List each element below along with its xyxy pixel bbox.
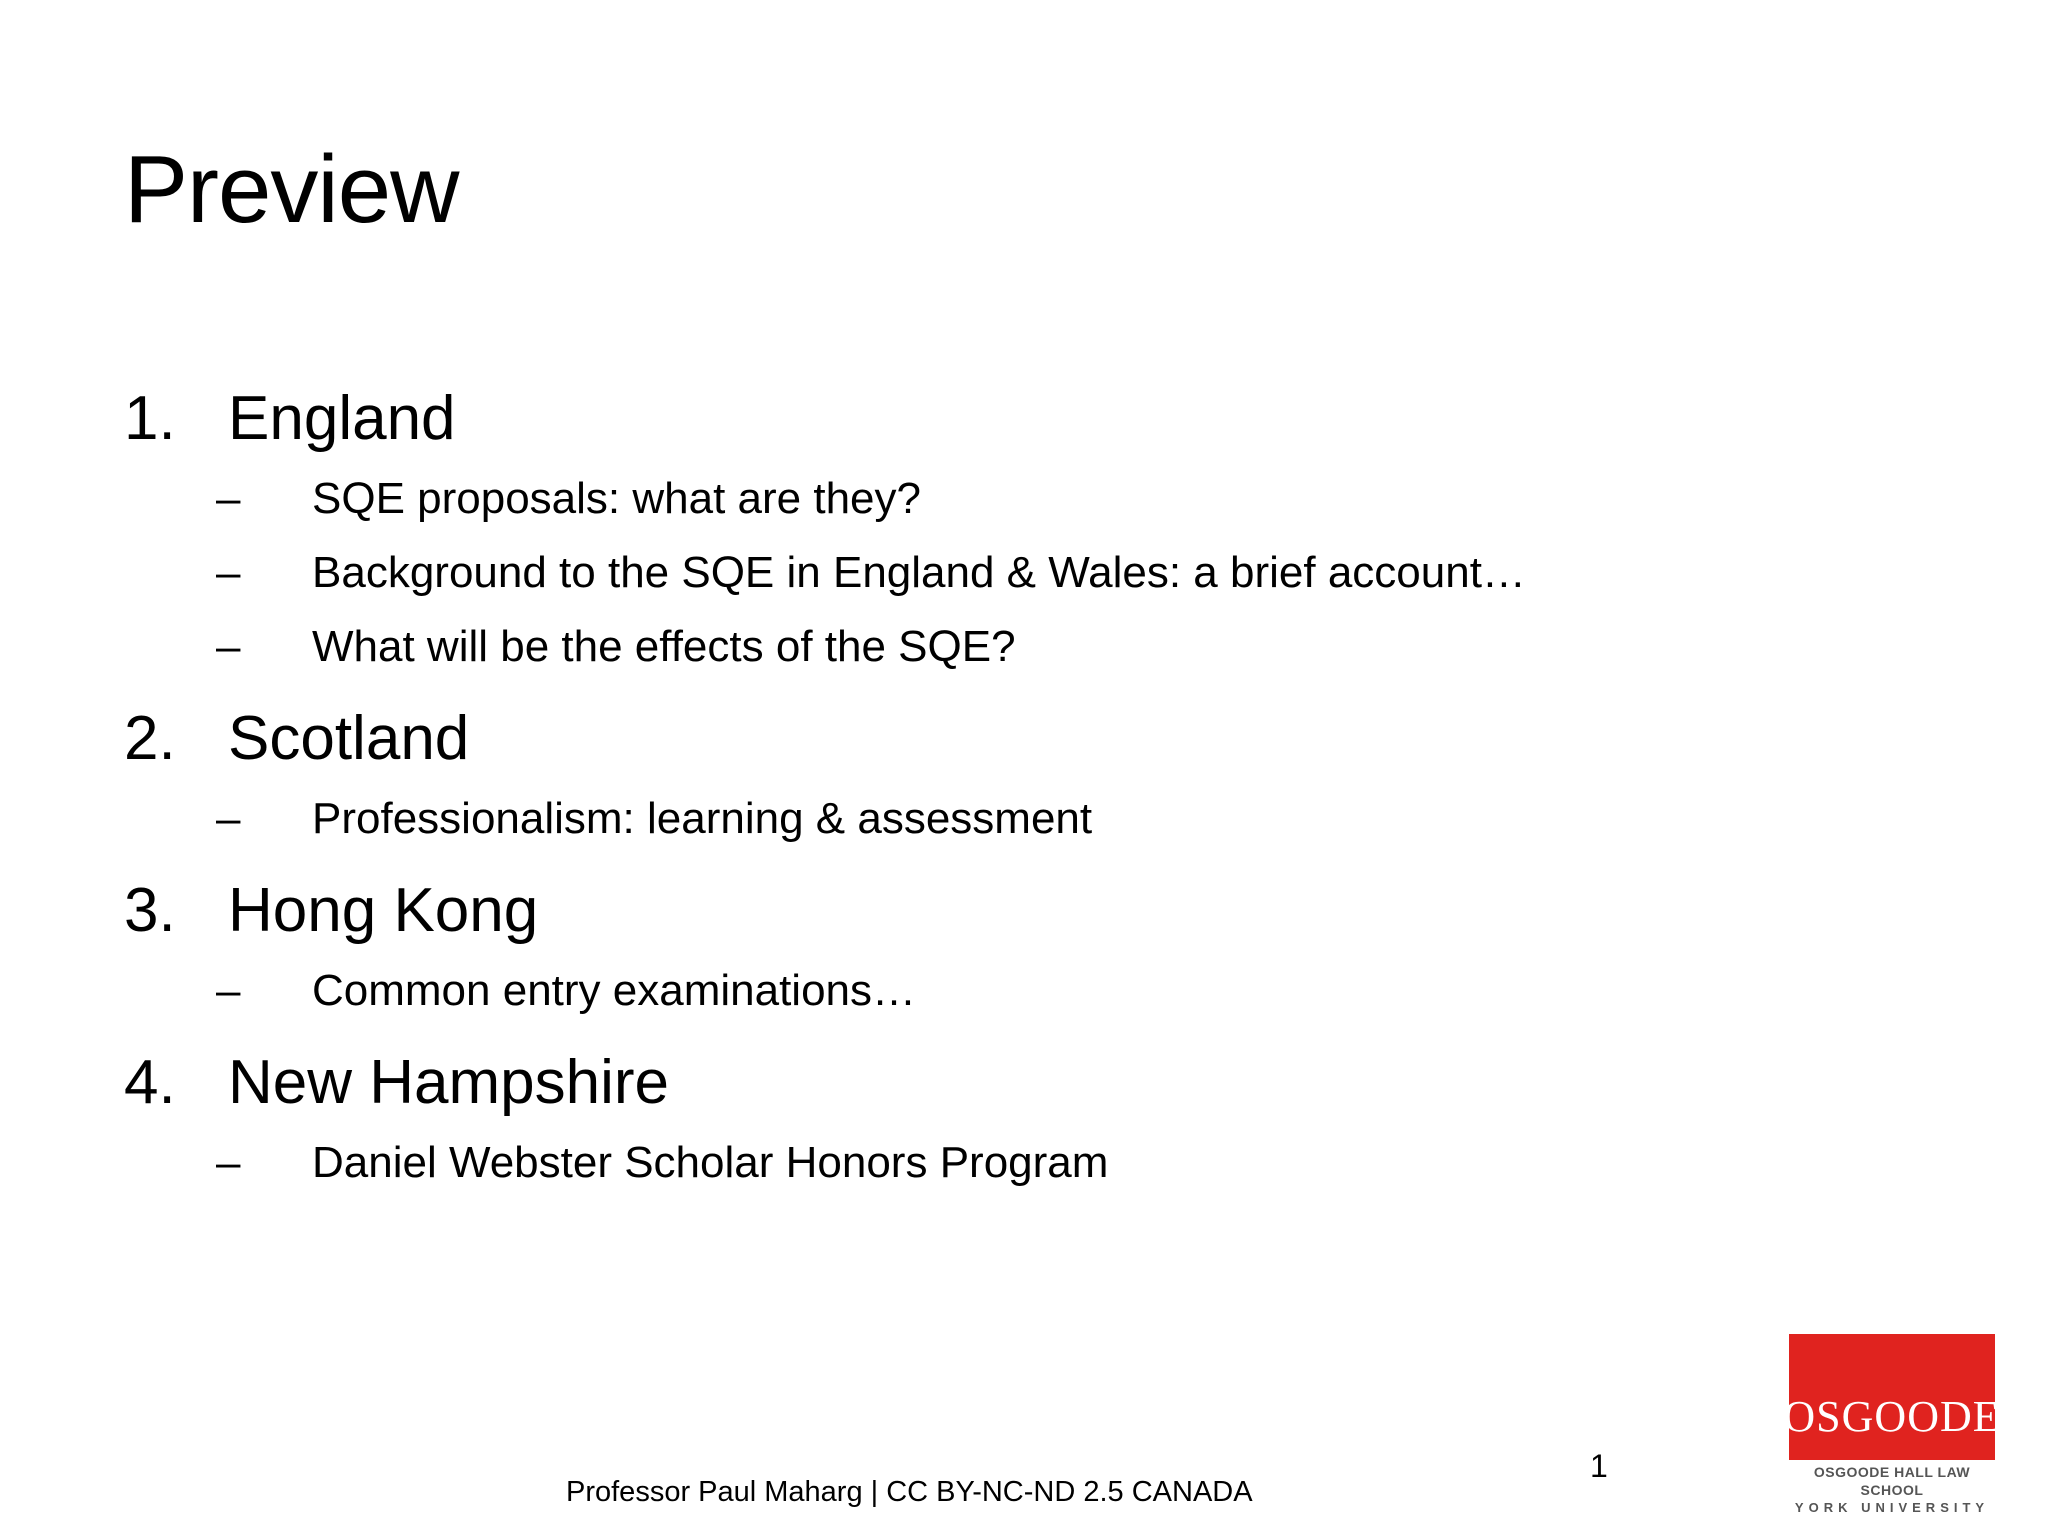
section-item-new-hampshire — [124, 1040, 1824, 1126]
dash-marker: – — [216, 794, 241, 843]
spacer — [124, 1028, 1824, 1040]
outline-list — [124, 376, 1824, 1200]
logo-school-name: OSGOODE HALL LAW SCHOOL — [1813, 1464, 1971, 1498]
dash-marker: – — [216, 622, 241, 671]
section-number: 4. — [124, 1048, 176, 1117]
section-item-scotland — [124, 696, 1824, 782]
sub-item — [216, 462, 1824, 536]
logo-university-name: YORK UNIVERSITY — [1794, 1500, 1990, 1515]
section-number: 3. — [124, 876, 176, 945]
sub-item — [216, 610, 1824, 684]
section-label: Hong Kong — [228, 876, 539, 945]
section-item-hong-kong — [124, 868, 1824, 954]
dash-marker: – — [216, 548, 241, 597]
footer-credit: Professor Paul Maharg | CC BY-NC-ND 2.5 CANADA — [566, 1476, 1253, 1508]
page-number: 1 — [1590, 1448, 1608, 1484]
slide-title: Preview — [124, 136, 459, 243]
section-item-england — [124, 376, 1824, 462]
sub-item-text: Background to the SQE in England & Wales: a brief account… — [312, 548, 1526, 597]
sub-item — [216, 1126, 1824, 1200]
spacer — [124, 856, 1824, 868]
section-label: New Hampshire — [228, 1048, 670, 1117]
section-label: England — [228, 384, 456, 453]
section-label: Scotland — [228, 704, 470, 773]
sub-item-text: Common entry examinations… — [312, 966, 917, 1015]
dash-marker: – — [216, 474, 241, 523]
sub-item-text: Daniel Webster Scholar Honors Program — [312, 1138, 1109, 1187]
sub-item-text: SQE proposals: what are they? — [312, 474, 921, 523]
dash-marker: – — [216, 966, 241, 1015]
sub-item — [216, 782, 1824, 856]
spacer — [124, 684, 1824, 696]
section-number: 1. — [124, 384, 176, 453]
dash-marker: – — [216, 1138, 241, 1187]
section-number: 2. — [124, 704, 176, 773]
sub-item-text: What will be the effects of the SQE? — [312, 622, 1016, 671]
logo-wordmark: OSGOODE — [1783, 1392, 2001, 1441]
logo-subtitle — [1789, 1460, 1995, 1517]
sub-item — [216, 536, 1824, 610]
sub-item — [216, 954, 1824, 1028]
sub-item-text: Professionalism: learning & assessment — [312, 794, 1093, 843]
logo-red-block — [1783, 1334, 2001, 1460]
osgoode-logo — [1783, 1334, 2001, 1515]
